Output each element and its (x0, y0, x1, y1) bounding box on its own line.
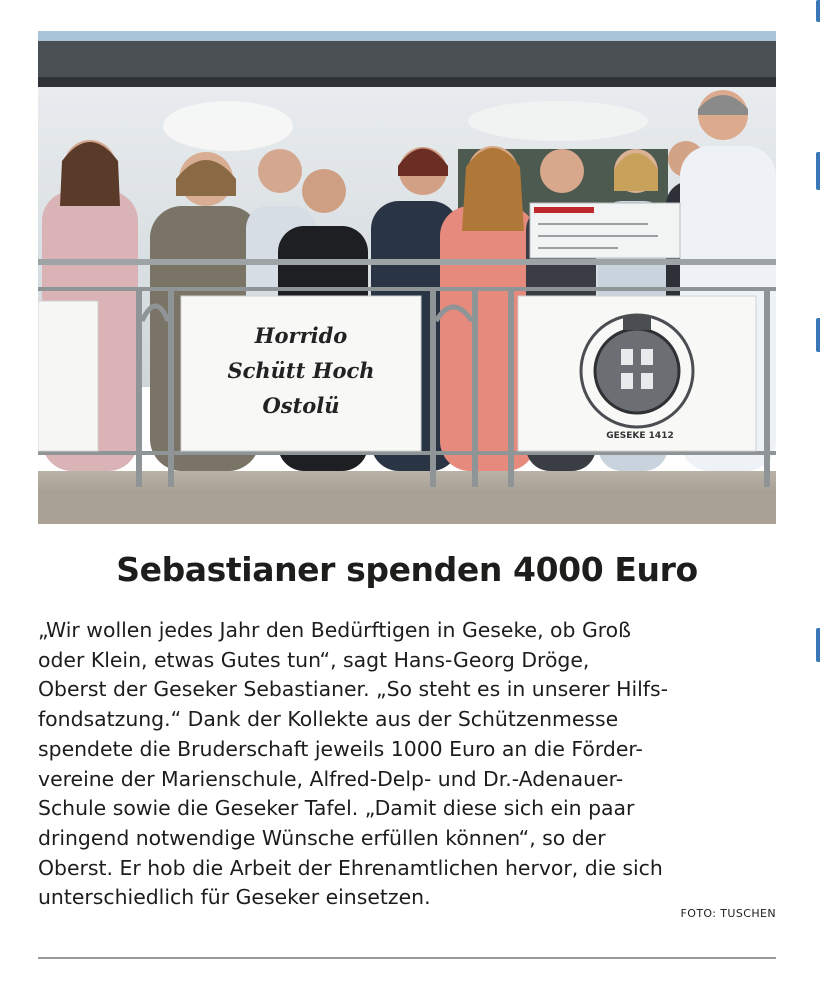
sign-left-partial (38, 301, 98, 451)
body-line: Schule sowie die Geseker Tafel. „Damit diese sich ein paar (38, 796, 635, 821)
oversized-cheque (530, 203, 680, 258)
body-line: fondsatzung.“ Dank der Kollekte aus der Schützenmesse (38, 707, 619, 732)
sign-line-3: Ostolü (262, 393, 340, 418)
edge-marker (816, 628, 820, 662)
body-line: Oberst. Er hob die Arbeit der Ehrenamtlichen hervor, die sich (38, 855, 663, 880)
body-line: „Wir wollen jedes Jahr den Bedürftigen in Geseke, ob Groß (38, 618, 631, 642)
edge-marker (816, 152, 820, 190)
emblem-text: GESEKE 1412 (606, 431, 674, 441)
edge-marker (816, 0, 820, 22)
article-body (38, 616, 778, 913)
body-line: oder Klein, etwas Gutes tun“, sagt Hans-Georg Dröge, (38, 647, 590, 672)
sign-horrido (181, 296, 421, 451)
bottom-divider (38, 957, 776, 959)
sign-line-2: Schütt Hoch (227, 358, 375, 383)
sign-line-1: Horrido (254, 323, 348, 348)
article-headline: Sebastianer spenden 4000 Euro (116, 550, 698, 589)
body-line: dringend notwendige Wünsche erfüllen können“, so der (38, 825, 606, 850)
article-photo (38, 31, 776, 524)
edge-marker (816, 318, 820, 352)
body-line: Oberst der Geseker Sebastianer. „So steht es in unserer Hilfs- (38, 677, 668, 702)
sign-emblem (518, 296, 756, 451)
body-line: vereine der Marienschule, Alfred-Delp- und Dr.-Adenauer- (38, 766, 624, 791)
photo-credit: FOTO: TUSCHEN (680, 907, 776, 920)
body-line: spendete die Bruderschaft jeweils 1000 Euro an die Förder- (38, 736, 643, 761)
body-line: unterschiedlich für Geseker einsetzen. (38, 885, 431, 910)
